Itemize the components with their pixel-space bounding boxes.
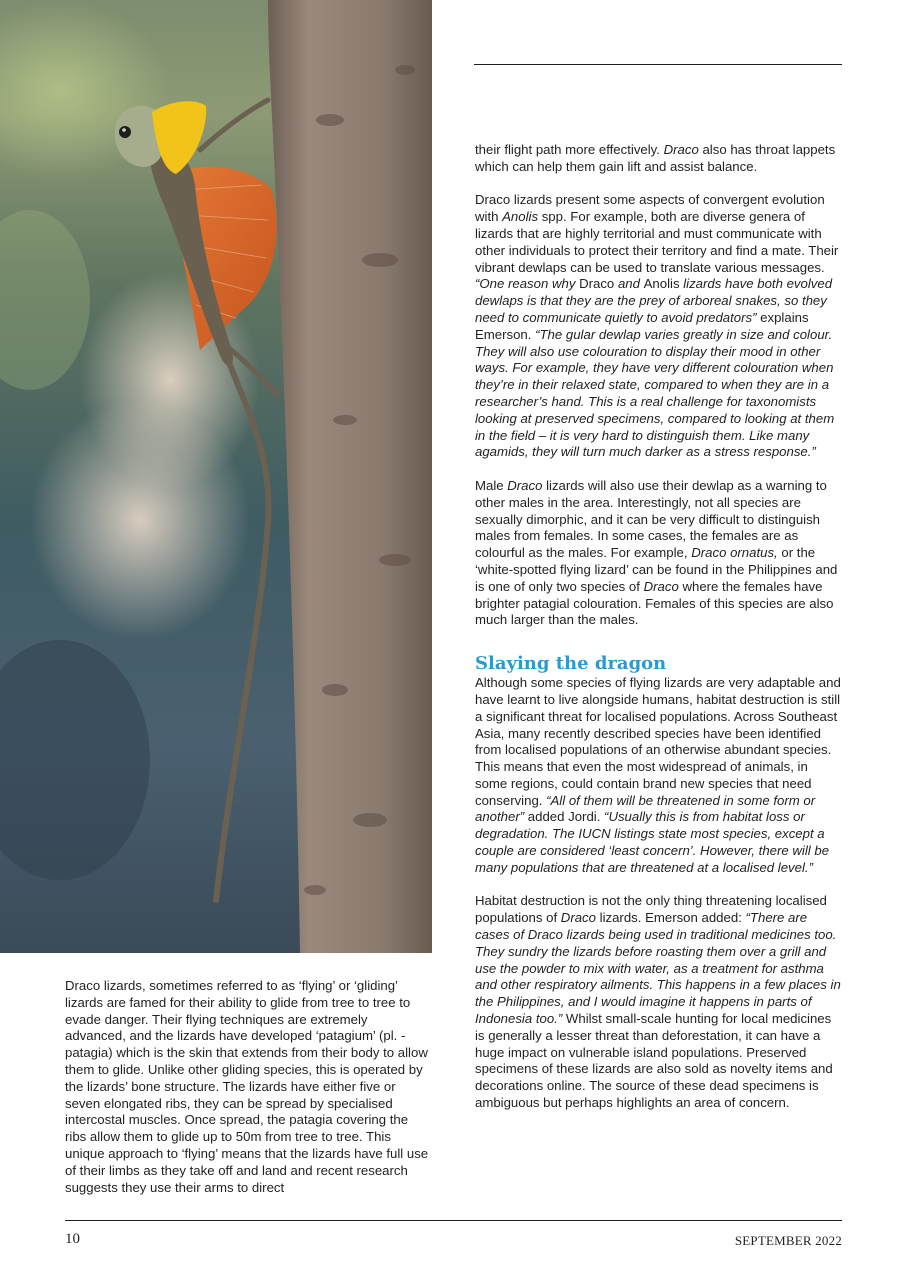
text-run: Draco (579, 276, 615, 292)
paragraph (475, 893, 843, 1111)
italic-run: “One reason why (475, 276, 580, 292)
text-run: Anolis (643, 276, 680, 292)
lizard-eye-highlight (122, 128, 126, 132)
italic-run: “All of them will be threatened in some form or another” (475, 792, 816, 825)
text-run: lizards. Emerson added: (595, 910, 746, 926)
italic-run: “The gular dewlap varies greatly in size and colour. They will also use colouration to display their mood in other ways. For example, they have very different colouration when they’re in their relaxed state, compared to when they are in a researcher’s hand. This is a real challenge for taxonomists looking at preserved specimens, compared to looking at them in the field – it is very hard to distinguish them. Like many agamids, they will turn much darker as a stress response.” (475, 326, 835, 460)
paragraph (475, 675, 843, 877)
text-run: Draco lizards, sometimes referred to as ‘flying’ or ‘gliding’ lizards are famed for their ability to glide from tree to tree to evade danger. Their flying techniques are extremely advanced, and the lizards have developed ‘patagium’ (pl. -patagia) which is the skin that extends from their body to allow them to glide. Unlike other gliding species, this is operated by the lizards’ bone structure. The lizards have either five or seven elongated ribs, they can be spread by specialised intercostal muscles. Once spread, the patagia covering the ribs allow them to glide up to 50m from tree to tree. This unique approach to ‘flying’ means that the lizards have full use of their limbs as they take off and land and recent research suggests they use their arms to direct (65, 978, 429, 1195)
italic-run: Draco ornatus, (691, 545, 778, 561)
text-run: also has throat lappets which can help them gain lift and assist balance. (475, 142, 836, 174)
left-column (65, 978, 429, 1196)
footer-rule (65, 1220, 842, 1221)
text-run: where the females have brighter patagial colouration. Females of this species are also much larger than the males. (475, 578, 834, 628)
page-number: 10 (65, 1231, 80, 1247)
italic-run: lizards have both evolved dewlaps is that they are the prey of arboreal snakes, so they need to communicate quietly to avoid predators” (475, 276, 833, 325)
text-run: Whilst small-scale hunting for local medicines is generally a lesser threat than deforestation, it can have a huge impact on vulnerable island populations. Preserved specimens of these lizards are also sold as novelty items and decorations online. The source of these dead specimens is ambiguous but perhaps highlights an area of concern. (475, 1011, 833, 1111)
italic-run: “There are cases of Draco lizards being used in traditional medicines too. They sundry the lizards before roasting them over a grill and use the powder to mix with water, as a treatment for asthma and other respiratory ailments. This happens in a few places in the Philippines, and I would imagine it happens in parts of Indonesia too.” (475, 910, 841, 1027)
lizard-eye (119, 126, 131, 138)
text-run: their flight path more effectively. (475, 142, 664, 157)
background-bokeh (30, 400, 250, 640)
italic-run: Anolis (502, 209, 539, 225)
italic-run: and (614, 276, 644, 292)
text-run: or the ‘white-spotted flying lizard’ can be found in the Philippines and is one of only two species of (475, 545, 838, 594)
tree-trunk (268, 0, 432, 953)
text-run: spp. For example, both are diverse genera of lizards that are highly territorial and must communicate with other individuals to protect their territory and find a mate. Their vibrant dewlaps can be used to translate various messages. (475, 209, 839, 275)
text-run: added Jordi. (524, 809, 605, 825)
lizard-photo (0, 0, 432, 953)
italic-run: “Usually this is from habitat loss or degradation. The IUCN listings state most species, except a couple are considered ‘least concern’. However, there will be many populations that are threatened at a localised level.” (475, 809, 830, 875)
lizard-front-leg (200, 100, 268, 150)
lizard-illustration (0, 0, 432, 953)
paragraph (475, 142, 843, 176)
text-run: Habitat destruction is not the only thing threatening localised populations of (475, 893, 827, 926)
paragraph (475, 478, 843, 629)
right-column (475, 142, 843, 1112)
italic-run: Draco (663, 142, 699, 157)
issue-date: SEPTEMBER 2022 (734, 1233, 842, 1248)
section-heading: Slaying the dragon (475, 653, 667, 675)
top-rule (474, 64, 842, 65)
text-run: Draco lizards present some aspects of convergent evolution with (475, 192, 825, 225)
paragraph (65, 978, 429, 1196)
text-run: Male (475, 477, 508, 493)
italic-run: Draco (507, 477, 543, 493)
text-run: lizards will also use their dewlap as a warning to other males in the area. Interestingly, not all species are sexually dimorphic, and it can be very difficult to distinguish males from females. In some cases, the females are as colourful as the males. For example, (475, 477, 827, 561)
background-bokeh (0, 210, 90, 390)
text-run: explains Emerson. (475, 309, 809, 342)
italic-run: Draco (560, 910, 596, 926)
text-run: Although some species of flying lizards are very adaptable and have learnt to live alongside humans, habitat destruction is still a significant threat for localised populations. Across Southeast Asia, many recently described species have been identified from localised populations of an otherwise abundant species. This means that even the most widespread of animals, in some regions, could contain brand new species that need conserving. (475, 675, 841, 808)
paragraph (475, 192, 843, 461)
italic-run: Draco (643, 578, 679, 594)
background-bokeh (0, 640, 150, 880)
